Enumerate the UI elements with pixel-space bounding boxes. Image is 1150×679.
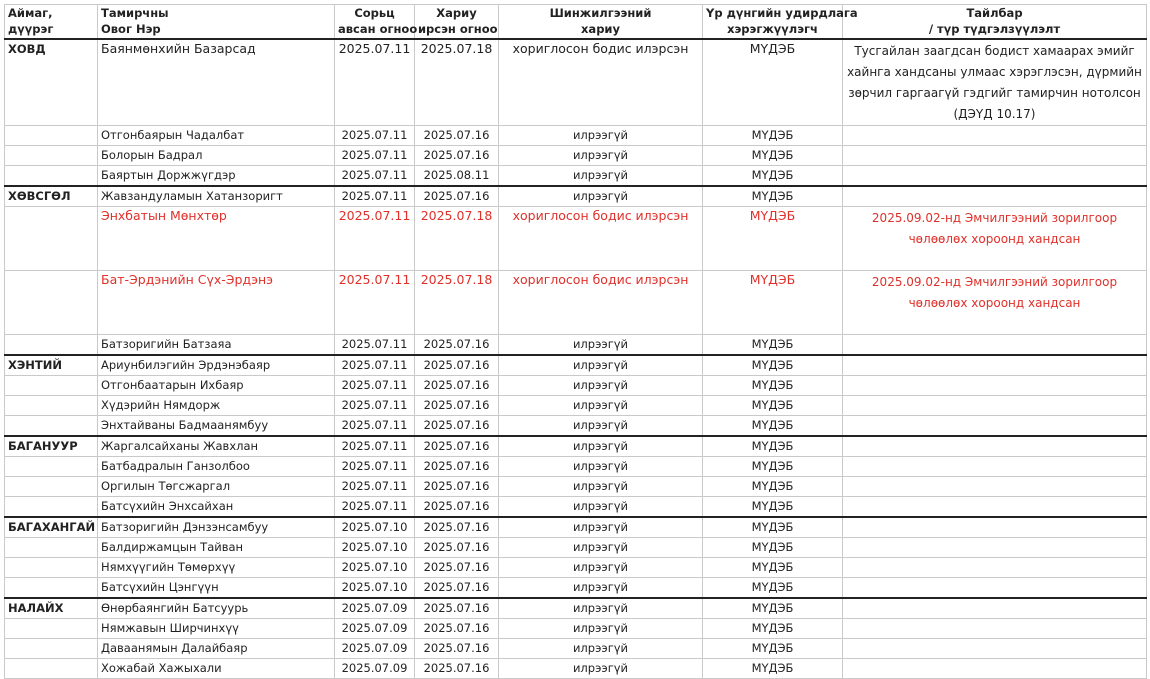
- table-row: [5, 538, 1147, 558]
- region-cell: [5, 416, 98, 437]
- table-row: [5, 335, 1147, 356]
- test-result-cell: илрээгүй: [499, 396, 703, 416]
- note-cell: [843, 166, 1147, 187]
- federation-cell: МҮДЭБ: [703, 457, 843, 477]
- table-body: [5, 39, 1147, 679]
- region-cell: [5, 497, 98, 518]
- table-row: [5, 146, 1147, 166]
- table-row: [5, 598, 1147, 619]
- note-cell: [843, 538, 1147, 558]
- region-cell: [5, 578, 98, 599]
- sample-date-cell: 2025.07.11: [335, 186, 415, 207]
- sample-date-cell: 2025.07.11: [335, 355, 415, 376]
- table-row: [5, 355, 1147, 376]
- sample-date-cell: 2025.07.11: [335, 436, 415, 457]
- table-row: [5, 271, 1147, 335]
- header-note: Тайлбар / түр түдгэлзүүлэлт: [843, 5, 1147, 40]
- table-row: [5, 186, 1147, 207]
- federation-cell: МҮДЭБ: [703, 659, 843, 679]
- sample-date-cell: 2025.07.09: [335, 619, 415, 639]
- region-cell: БАГАНУУР: [5, 436, 98, 457]
- result-date-cell: 2025.07.16: [415, 355, 499, 376]
- sample-date-cell: 2025.07.11: [335, 497, 415, 518]
- doping-results-table: [4, 4, 1147, 679]
- athlete-name-cell: Нямхүүгийн Төмөрхүү: [98, 558, 335, 578]
- sample-date-cell: 2025.07.10: [335, 538, 415, 558]
- table-row: [5, 477, 1147, 497]
- note-cell: [843, 639, 1147, 659]
- region-cell: [5, 659, 98, 679]
- region-cell: ХӨВСГӨЛ: [5, 186, 98, 207]
- table-row: [5, 659, 1147, 679]
- test-result-cell: хориглосон бодис илэрсэн: [499, 39, 703, 126]
- athlete-name-cell: Батзоригийн Батзаяа: [98, 335, 335, 356]
- athlete-name-cell: Жавзандуламын Хатанзоригт: [98, 186, 335, 207]
- sample-date-cell: 2025.07.09: [335, 639, 415, 659]
- athlete-name-cell: Батбадралын Ганзолбоо: [98, 457, 335, 477]
- sample-date-cell: 2025.07.10: [335, 578, 415, 599]
- athlete-name-cell: Даваанямын Далайбаяр: [98, 639, 335, 659]
- athlete-name-cell: Батсүхийн Энхсайхан: [98, 497, 335, 518]
- region-cell: [5, 166, 98, 187]
- note-cell: [843, 619, 1147, 639]
- note-cell: [843, 598, 1147, 619]
- athlete-name-cell: Бат-Эрдэнийн Сүх-Эрдэнэ: [98, 271, 335, 335]
- federation-cell: МҮДЭБ: [703, 126, 843, 146]
- sample-date-cell: 2025.07.11: [335, 126, 415, 146]
- sample-date-cell: 2025.07.11: [335, 457, 415, 477]
- test-result-cell: илрээгүй: [499, 416, 703, 437]
- athlete-name-cell: Отгонбаатарын Ихбаяр: [98, 376, 335, 396]
- note-cell: [843, 396, 1147, 416]
- athlete-name-cell: Болорын Бадрал: [98, 146, 335, 166]
- note-cell: [843, 146, 1147, 166]
- federation-cell: МҮДЭБ: [703, 436, 843, 457]
- table-row: [5, 126, 1147, 146]
- sample-date-cell: 2025.07.11: [335, 396, 415, 416]
- federation-cell: МҮДЭБ: [703, 639, 843, 659]
- note-cell: [843, 517, 1147, 538]
- sample-date-cell: 2025.07.10: [335, 517, 415, 538]
- result-date-cell: 2025.07.16: [415, 436, 499, 457]
- result-date-cell: 2025.07.16: [415, 598, 499, 619]
- note-cell: [843, 436, 1147, 457]
- sample-date-cell: 2025.07.11: [335, 39, 415, 126]
- federation-cell: МҮДЭБ: [703, 355, 843, 376]
- result-date-cell: 2025.07.18: [415, 39, 499, 126]
- result-date-cell: 2025.07.16: [415, 457, 499, 477]
- athlete-name-cell: Отгонбаярын Чадалбат: [98, 126, 335, 146]
- sample-date-cell: 2025.07.11: [335, 477, 415, 497]
- header-athlete: Тамирчны Овог Нэр: [98, 5, 335, 40]
- result-date-cell: 2025.07.18: [415, 207, 499, 271]
- test-result-cell: илрээгүй: [499, 146, 703, 166]
- test-result-cell: илрээгүй: [499, 477, 703, 497]
- note-cell: [843, 578, 1147, 599]
- federation-cell: МҮДЭБ: [703, 396, 843, 416]
- result-date-cell: 2025.07.16: [415, 146, 499, 166]
- table-row: [5, 396, 1147, 416]
- header-test-result: Шинжилгээний хариу: [499, 5, 703, 40]
- note-cell: 2025.09.02-нд Эмчилгээний зорилгоор чөлөөлөх хороонд хандсан: [843, 207, 1147, 271]
- region-cell: ХЭНТИЙ: [5, 355, 98, 376]
- header-region: Аймаг, дүүрэг: [5, 5, 98, 40]
- result-date-cell: 2025.07.16: [415, 538, 499, 558]
- result-date-cell: 2025.07.16: [415, 558, 499, 578]
- table-row: [5, 457, 1147, 477]
- sample-date-cell: 2025.07.11: [335, 146, 415, 166]
- federation-cell: МҮДЭБ: [703, 538, 843, 558]
- sample-date-cell: 2025.07.11: [335, 271, 415, 335]
- federation-cell: МҮДЭБ: [703, 146, 843, 166]
- athlete-name-cell: Батзоригийн Дэнзэнсамбуу: [98, 517, 335, 538]
- federation-cell: МҮДЭБ: [703, 497, 843, 518]
- test-result-cell: илрээгүй: [499, 639, 703, 659]
- federation-cell: МҮДЭБ: [703, 166, 843, 187]
- result-date-cell: 2025.08.11: [415, 166, 499, 187]
- federation-cell: МҮДЭБ: [703, 335, 843, 356]
- note-cell: [843, 355, 1147, 376]
- region-cell: [5, 619, 98, 639]
- federation-cell: МҮДЭБ: [703, 186, 843, 207]
- table-row: [5, 497, 1147, 518]
- region-cell: НАЛАЙХ: [5, 598, 98, 619]
- table-row: [5, 436, 1147, 457]
- region-cell: [5, 538, 98, 558]
- federation-cell: МҮДЭБ: [703, 376, 843, 396]
- test-result-cell: илрээгүй: [499, 186, 703, 207]
- result-date-cell: 2025.07.16: [415, 376, 499, 396]
- region-cell: [5, 639, 98, 659]
- result-date-cell: 2025.07.16: [415, 639, 499, 659]
- athlete-name-cell: Энхбатын Мөнхтөр: [98, 207, 335, 271]
- athlete-name-cell: Хожабай Хажыхали: [98, 659, 335, 679]
- test-result-cell: илрээгүй: [499, 355, 703, 376]
- note-cell: [843, 558, 1147, 578]
- athlete-name-cell: Баяртын Доржжүгдэр: [98, 166, 335, 187]
- note-cell: [843, 659, 1147, 679]
- region-cell: [5, 335, 98, 356]
- test-result-cell: илрээгүй: [499, 659, 703, 679]
- sample-date-cell: 2025.07.09: [335, 659, 415, 679]
- header-sample-date: Сорьц авсан огноо: [335, 5, 415, 40]
- header-federation: Үр дүнгийн удирдлага хэрэгжүүлэгч: [703, 5, 843, 40]
- result-date-cell: 2025.07.16: [415, 335, 499, 356]
- test-result-cell: илрээгүй: [499, 436, 703, 457]
- note-cell: [843, 497, 1147, 518]
- note-cell: [843, 416, 1147, 437]
- federation-cell: МҮДЭБ: [703, 39, 843, 126]
- table-row: [5, 639, 1147, 659]
- note-cell: 2025.09.02-нд Эмчилгээний зорилгоор чөлөөлөх хороонд хандсан: [843, 271, 1147, 335]
- note-cell: [843, 126, 1147, 146]
- result-date-cell: 2025.07.16: [415, 578, 499, 599]
- table-row: [5, 619, 1147, 639]
- test-result-cell: илрээгүй: [499, 598, 703, 619]
- athlete-name-cell: Ариунбилэгийн Эрдэнэбаяр: [98, 355, 335, 376]
- sample-date-cell: 2025.07.09: [335, 598, 415, 619]
- table-row: [5, 207, 1147, 271]
- federation-cell: МҮДЭБ: [703, 271, 843, 335]
- result-date-cell: 2025.07.16: [415, 416, 499, 437]
- note-cell: [843, 477, 1147, 497]
- athlete-name-cell: Нямжавын Ширчинхүү: [98, 619, 335, 639]
- sample-date-cell: 2025.07.10: [335, 558, 415, 578]
- test-result-cell: илрээгүй: [499, 497, 703, 518]
- region-cell: [5, 146, 98, 166]
- region-cell: БАГАХАНГАЙ: [5, 517, 98, 538]
- result-date-cell: 2025.07.16: [415, 186, 499, 207]
- note-cell: [843, 186, 1147, 207]
- table-row: [5, 39, 1147, 126]
- athlete-name-cell: Жаргалсайханы Жавхлан: [98, 436, 335, 457]
- header-result-date: Хариу ирсэн огноо: [415, 5, 499, 40]
- test-result-cell: илрээгүй: [499, 457, 703, 477]
- test-result-cell: илрээгүй: [499, 558, 703, 578]
- region-cell: ХОВД: [5, 39, 98, 126]
- result-date-cell: 2025.07.16: [415, 659, 499, 679]
- result-date-cell: 2025.07.18: [415, 271, 499, 335]
- region-cell: [5, 457, 98, 477]
- federation-cell: МҮДЭБ: [703, 477, 843, 497]
- result-date-cell: 2025.07.16: [415, 477, 499, 497]
- result-date-cell: 2025.07.16: [415, 126, 499, 146]
- region-cell: [5, 477, 98, 497]
- athlete-name-cell: Батсүхийн Цэнгүүн: [98, 578, 335, 599]
- sample-date-cell: 2025.07.11: [335, 207, 415, 271]
- table-row: [5, 517, 1147, 538]
- test-result-cell: илрээгүй: [499, 335, 703, 356]
- athlete-name-cell: Баянмөнхийн Базарсад: [98, 39, 335, 126]
- athlete-name-cell: Хүдэрийн Нямдорж: [98, 396, 335, 416]
- test-result-cell: илрээгүй: [499, 619, 703, 639]
- athlete-name-cell: Энхтайваны Бадмаанямбуу: [98, 416, 335, 437]
- athlete-name-cell: Оргилын Төгсжаргал: [98, 477, 335, 497]
- table-row: [5, 166, 1147, 187]
- table-row: [5, 578, 1147, 599]
- result-date-cell: 2025.07.16: [415, 517, 499, 538]
- athlete-name-cell: Балдиржамцын Тайван: [98, 538, 335, 558]
- region-cell: [5, 558, 98, 578]
- note-cell: [843, 457, 1147, 477]
- region-cell: [5, 207, 98, 271]
- test-result-cell: илрээгүй: [499, 578, 703, 599]
- test-result-cell: хориглосон бодис илэрсэн: [499, 271, 703, 335]
- federation-cell: МҮДЭБ: [703, 598, 843, 619]
- federation-cell: МҮДЭБ: [703, 207, 843, 271]
- federation-cell: МҮДЭБ: [703, 416, 843, 437]
- federation-cell: МҮДЭБ: [703, 558, 843, 578]
- federation-cell: МҮДЭБ: [703, 517, 843, 538]
- result-date-cell: 2025.07.16: [415, 396, 499, 416]
- federation-cell: МҮДЭБ: [703, 578, 843, 599]
- table-row: [5, 376, 1147, 396]
- test-result-cell: илрээгүй: [499, 538, 703, 558]
- test-result-cell: илрээгүй: [499, 376, 703, 396]
- athlete-name-cell: Өнөрбаянгийн Батсуурь: [98, 598, 335, 619]
- note-cell: Тусгайлан заагдсан бодист хамаарах эмийг хайнга хандсаны улмаас хэрэглэсэн, дүрмийн зөрчил гаргаагүй гэдгийг тамирчин нотолсон (ДЭҮД 10.17): [843, 39, 1147, 126]
- region-cell: [5, 376, 98, 396]
- test-result-cell: илрээгүй: [499, 517, 703, 538]
- sample-date-cell: 2025.07.11: [335, 416, 415, 437]
- sample-date-cell: 2025.07.11: [335, 376, 415, 396]
- test-result-cell: хориглосон бодис илэрсэн: [499, 207, 703, 271]
- result-date-cell: 2025.07.16: [415, 497, 499, 518]
- sample-date-cell: 2025.07.11: [335, 166, 415, 187]
- test-result-cell: илрээгүй: [499, 166, 703, 187]
- sample-date-cell: 2025.07.11: [335, 335, 415, 356]
- test-result-cell: илрээгүй: [499, 126, 703, 146]
- note-cell: [843, 335, 1147, 356]
- table-header: [5, 5, 1147, 40]
- federation-cell: МҮДЭБ: [703, 619, 843, 639]
- note-cell: [843, 376, 1147, 396]
- table-row: [5, 558, 1147, 578]
- table-row: [5, 416, 1147, 437]
- result-date-cell: 2025.07.16: [415, 619, 499, 639]
- region-cell: [5, 396, 98, 416]
- region-cell: [5, 271, 98, 335]
- region-cell: [5, 126, 98, 146]
